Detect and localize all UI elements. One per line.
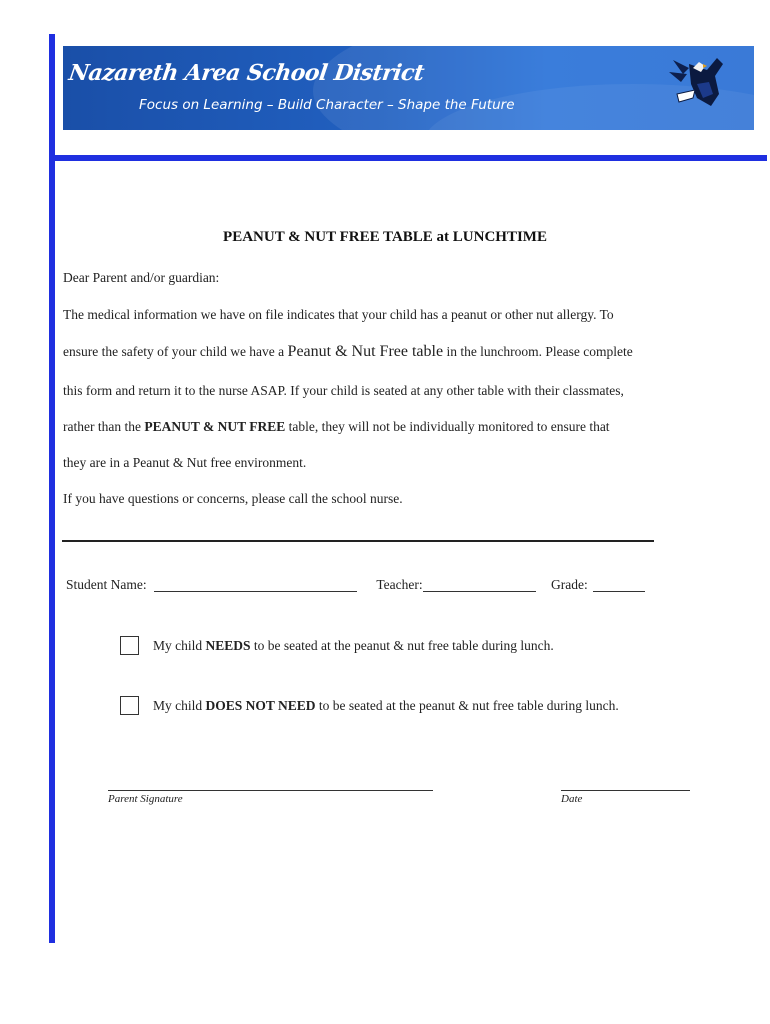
needs-checkbox[interactable] [120, 636, 139, 655]
body-line-1: The medical information we have on file indicates that your child has a peanut or other nut allergy. To [63, 307, 614, 322]
greeting: Dear Parent and/or guardian: [63, 270, 220, 285]
form-title: PEANUT & NUT FREE TABLE at LUNCHTIME [223, 229, 547, 245]
body-line-4 [63, 419, 610, 435]
does-not-need-bold: DOES NOT NEED [205, 698, 316, 713]
student-name-label: Student Name: [66, 577, 147, 592]
teacher-label: Teacher: [376, 577, 423, 592]
body-line-2-start: ensure the safety of your child we have a [63, 344, 288, 359]
student-name-field[interactable] [154, 577, 357, 592]
parent-signature-label: Parent Signature [108, 793, 183, 805]
option-does-not-need [120, 696, 619, 715]
eagle-mascot-icon [667, 54, 729, 112]
student-info-row [66, 577, 645, 593]
body-line-6: If you have questions or concerns, please call the school nurse. [63, 491, 403, 506]
parent-signature-line[interactable] [108, 790, 433, 791]
does-not-need-text-end: to be seated at the peanut & nut free table during lunch. [315, 698, 619, 713]
body-line-2-end: in the lunchroom. Please complete [443, 344, 633, 359]
teacher-field[interactable] [423, 577, 536, 592]
date-line[interactable] [561, 790, 690, 791]
section-divider [62, 540, 654, 542]
needs-text-end: to be seated at the peanut & nut free table during lunch. [250, 638, 554, 653]
option-needs [120, 636, 554, 655]
peanut-free-bold: PEANUT & NUT FREE [144, 419, 286, 434]
needs-text-start: My child [153, 638, 206, 653]
body-line-4-end: table, they will not be individually monitored to ensure that [285, 419, 610, 434]
body-line-3: this form and return it to the nurse ASAP. If your child is seated at any other table with their classmates, [63, 383, 624, 398]
grade-label: Grade: [551, 577, 588, 592]
grade-field[interactable] [593, 577, 645, 592]
peanut-table-emphasis: Peanut & Nut Free table [287, 343, 444, 360]
body-line-5: they are in a Peanut & Nut free environment. [63, 455, 307, 470]
district-tagline: Focus on Learning – Build Character – Shape the Future [139, 97, 515, 113]
does-not-need-text-start: My child [153, 698, 206, 713]
left-accent-bar [49, 34, 55, 943]
does-not-need-checkbox[interactable] [120, 696, 139, 715]
body-line-2 [63, 343, 633, 361]
header-banner [63, 46, 754, 130]
date-label: Date [561, 793, 583, 805]
body-line-4-start: rather than the [63, 419, 145, 434]
district-name: Nazareth Area School District [67, 60, 426, 86]
needs-bold: NEEDS [205, 638, 251, 653]
header-rule [55, 155, 767, 161]
